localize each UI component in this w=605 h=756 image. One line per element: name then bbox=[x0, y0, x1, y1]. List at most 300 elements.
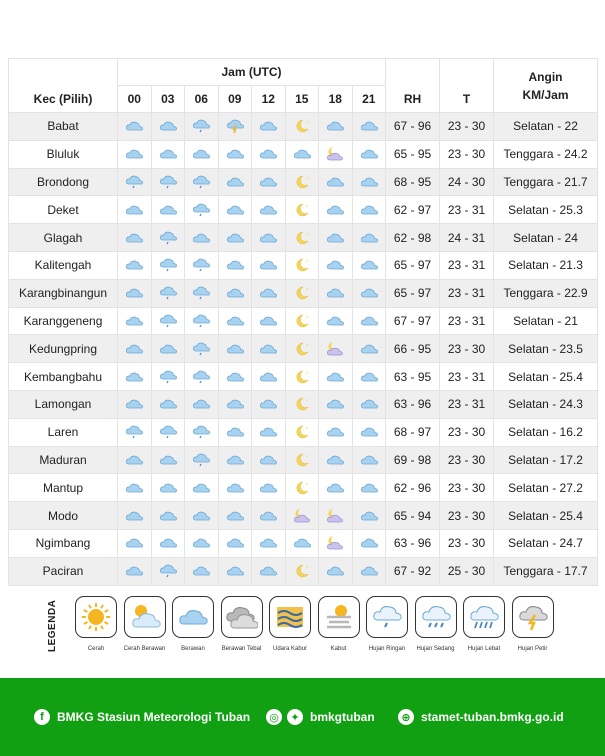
cloud-icon bbox=[118, 285, 151, 301]
weather-cell bbox=[285, 251, 319, 279]
cloud-icon bbox=[353, 285, 386, 301]
weather-cell bbox=[319, 557, 353, 585]
legend-label: Berawan bbox=[181, 646, 205, 652]
cloud-icon bbox=[286, 146, 319, 162]
drizzle-icon bbox=[152, 313, 185, 329]
weather-cell bbox=[151, 279, 185, 307]
table-row bbox=[9, 335, 598, 363]
kecamatan-name[interactable]: Babat bbox=[9, 113, 118, 141]
wind-value: Selatan - 25.4 bbox=[494, 502, 598, 530]
t-header: T bbox=[440, 59, 494, 113]
cloud-icon bbox=[252, 285, 285, 301]
cloud-icon bbox=[219, 452, 252, 468]
weather-cell bbox=[319, 279, 353, 307]
wind-value: Selatan - 16.2 bbox=[494, 418, 598, 446]
kecamatan-name[interactable]: Kalitengah bbox=[9, 251, 118, 279]
weather-cell bbox=[218, 502, 252, 530]
angin-header bbox=[494, 59, 598, 113]
weather-cell bbox=[285, 557, 319, 585]
wind-value: Selatan - 24.7 bbox=[494, 529, 598, 557]
weather-cell bbox=[352, 168, 386, 196]
temperature-value: 23 - 30 bbox=[440, 418, 494, 446]
table-row bbox=[9, 224, 598, 252]
weather-cell bbox=[352, 140, 386, 168]
temperature-value: 23 - 31 bbox=[440, 279, 494, 307]
weather-cell bbox=[319, 196, 353, 224]
footer-website-label: stamet-tuban.bmkg.go.id bbox=[421, 710, 564, 724]
cloud-icon bbox=[353, 118, 386, 134]
legend-item bbox=[316, 596, 362, 652]
weather-cell bbox=[352, 279, 386, 307]
cloud-icon bbox=[185, 508, 218, 524]
cloud-icon bbox=[252, 313, 285, 329]
cloud-icon bbox=[118, 452, 151, 468]
weather-cell bbox=[252, 113, 286, 141]
cloud-icon bbox=[185, 480, 218, 496]
cloud-icon bbox=[219, 563, 252, 579]
cloud-icon bbox=[319, 313, 352, 329]
cloud-icon bbox=[219, 424, 252, 440]
weather-cell bbox=[319, 168, 353, 196]
moon-cloud-icon bbox=[319, 508, 352, 524]
cloud-icon bbox=[118, 535, 151, 551]
rh-value: 63 - 95 bbox=[386, 363, 440, 391]
moon-icon bbox=[286, 285, 319, 301]
cloud-icon bbox=[152, 396, 185, 412]
weather-cell bbox=[118, 529, 152, 557]
cloud-icon bbox=[252, 146, 285, 162]
temperature-value: 23 - 31 bbox=[440, 251, 494, 279]
cloud-icon bbox=[219, 230, 252, 246]
wind-value: Tenggara - 21.7 bbox=[494, 168, 598, 196]
table-row bbox=[9, 196, 598, 224]
drizzle-icon bbox=[152, 369, 185, 385]
cloud-icon bbox=[219, 174, 252, 190]
table-row bbox=[9, 529, 598, 557]
weather-cell bbox=[252, 140, 286, 168]
cloud-icon bbox=[185, 146, 218, 162]
weather-cell bbox=[185, 418, 219, 446]
moon-cloud-icon bbox=[319, 535, 352, 551]
rh-value: 69 - 98 bbox=[386, 446, 440, 474]
legend-label: Cerah bbox=[87, 646, 105, 652]
drizzle-icon bbox=[185, 257, 218, 273]
wind-value: Tenggara - 24.2 bbox=[494, 140, 598, 168]
footer-social[interactable] bbox=[266, 708, 375, 726]
hour-header-15: 15 bbox=[285, 86, 319, 113]
cloud-icon bbox=[353, 369, 386, 385]
drizzle-icon bbox=[185, 452, 218, 468]
legend-item bbox=[170, 596, 216, 652]
cloud-icon bbox=[118, 508, 151, 524]
cloud-icon bbox=[118, 146, 151, 162]
moon-icon bbox=[286, 480, 319, 496]
weather-cell bbox=[285, 418, 319, 446]
cloud-icon bbox=[353, 313, 386, 329]
weather-cell bbox=[252, 279, 286, 307]
weather-cell bbox=[185, 168, 219, 196]
cloud-icon bbox=[252, 118, 285, 134]
cloud-icon bbox=[252, 174, 285, 190]
hour-header-12: 12 bbox=[252, 86, 286, 113]
forecast-body bbox=[9, 113, 598, 586]
kecamatan-name[interactable]: Paciran bbox=[9, 557, 118, 585]
legend-label: Hujan Sedang bbox=[416, 646, 455, 652]
light-rain-icon bbox=[366, 596, 408, 638]
wind-value: Selatan - 21 bbox=[494, 307, 598, 335]
hour-header-09: 09 bbox=[218, 86, 252, 113]
weather-cell bbox=[218, 196, 252, 224]
weather-cell bbox=[252, 418, 286, 446]
haze-icon bbox=[269, 596, 311, 638]
cloud-icon bbox=[152, 535, 185, 551]
angin-unit: KM/Jam bbox=[522, 87, 569, 102]
cloud-icon bbox=[252, 535, 285, 551]
cloud-icon bbox=[319, 174, 352, 190]
weather-cell bbox=[352, 529, 386, 557]
weather-cell bbox=[118, 113, 152, 141]
drizzle-icon bbox=[185, 118, 218, 134]
weather-cell bbox=[118, 335, 152, 363]
legend bbox=[45, 596, 565, 666]
heavy-rain-icon bbox=[463, 596, 505, 638]
kecamatan-name[interactable]: Brondong bbox=[9, 168, 118, 196]
weather-cell bbox=[319, 502, 353, 530]
kec-header[interactable]: Kec (Pilih) bbox=[9, 59, 118, 113]
weather-cell bbox=[352, 335, 386, 363]
hour-header-21: 21 bbox=[352, 86, 386, 113]
legend-label: Udara Kabur bbox=[272, 646, 308, 652]
drizzle-icon bbox=[152, 174, 185, 190]
weather-cell bbox=[319, 529, 353, 557]
cloud-icon bbox=[319, 396, 352, 412]
cloud-icon bbox=[152, 508, 185, 524]
table-row bbox=[9, 140, 598, 168]
temperature-value: 24 - 31 bbox=[440, 224, 494, 252]
thick-cloud-icon bbox=[221, 596, 263, 638]
kecamatan-name[interactable]: Karanggeneng bbox=[9, 307, 118, 335]
table-row bbox=[9, 502, 598, 530]
temperature-value: 24 - 30 bbox=[440, 168, 494, 196]
weather-cell bbox=[118, 196, 152, 224]
table-row bbox=[9, 307, 598, 335]
cloud-icon bbox=[118, 313, 151, 329]
kecamatan-name[interactable]: Lamongan bbox=[9, 390, 118, 418]
moon-icon bbox=[286, 118, 319, 134]
moon-icon bbox=[286, 563, 319, 579]
weather-cell bbox=[185, 196, 219, 224]
cloud-icon bbox=[219, 257, 252, 273]
weather-cell bbox=[352, 196, 386, 224]
weather-cell bbox=[252, 363, 286, 391]
legend-item bbox=[461, 596, 507, 652]
kecamatan-name[interactable]: Deket bbox=[9, 196, 118, 224]
weather-cell bbox=[285, 529, 319, 557]
wind-value: Selatan - 21.3 bbox=[494, 251, 598, 279]
kecamatan-name[interactable]: Maduran bbox=[9, 446, 118, 474]
weather-cell bbox=[352, 113, 386, 141]
kecamatan-name[interactable]: Mantup bbox=[9, 474, 118, 502]
legend-item bbox=[413, 596, 459, 652]
cloud-icon bbox=[319, 563, 352, 579]
temperature-value: 23 - 30 bbox=[440, 140, 494, 168]
rh-value: 67 - 97 bbox=[386, 307, 440, 335]
weather-cell bbox=[151, 418, 185, 446]
weather-cell bbox=[319, 418, 353, 446]
globe-icon: ⊕ bbox=[398, 709, 414, 725]
cloud-icon bbox=[319, 230, 352, 246]
footer-bar bbox=[0, 678, 605, 756]
cloud-icon bbox=[353, 452, 386, 468]
weather-cell bbox=[151, 307, 185, 335]
wind-value: Selatan - 22 bbox=[494, 113, 598, 141]
cloud-icon bbox=[286, 535, 319, 551]
thunderstorm-icon bbox=[512, 596, 554, 638]
cloud-icon bbox=[118, 563, 151, 579]
kecamatan-name[interactable]: Glagah bbox=[9, 224, 118, 252]
weather-cell bbox=[252, 529, 286, 557]
cloud-icon bbox=[252, 480, 285, 496]
moon-cloud-icon bbox=[319, 341, 352, 357]
footer-facebook[interactable] bbox=[34, 708, 250, 726]
weather-cell bbox=[352, 251, 386, 279]
drizzle-icon bbox=[185, 202, 218, 218]
cloud-icon bbox=[353, 480, 386, 496]
legend-label: Kabut bbox=[330, 646, 347, 652]
weather-cell bbox=[352, 363, 386, 391]
cloud-icon bbox=[252, 230, 285, 246]
weather-cell bbox=[151, 335, 185, 363]
weather-cell bbox=[151, 529, 185, 557]
legend-item bbox=[219, 596, 265, 652]
weather-cell bbox=[218, 363, 252, 391]
weather-cell bbox=[185, 307, 219, 335]
weather-cell bbox=[352, 418, 386, 446]
drizzle-icon bbox=[185, 174, 218, 190]
weather-cell bbox=[185, 335, 219, 363]
kecamatan-name[interactable]: Modo bbox=[9, 502, 118, 530]
cloud-icon bbox=[353, 257, 386, 273]
weather-cell bbox=[151, 113, 185, 141]
temperature-value: 25 - 30 bbox=[440, 557, 494, 585]
moon-icon bbox=[286, 369, 319, 385]
weather-cell bbox=[118, 279, 152, 307]
cloud-icon bbox=[353, 396, 386, 412]
weather-cell bbox=[285, 196, 319, 224]
cloud-icon bbox=[152, 452, 185, 468]
temperature-value: 23 - 30 bbox=[440, 335, 494, 363]
sun-cloud-icon bbox=[124, 596, 166, 638]
moon-icon bbox=[286, 313, 319, 329]
weather-cell bbox=[151, 557, 185, 585]
weather-cell bbox=[252, 446, 286, 474]
table-row bbox=[9, 557, 598, 585]
cloud-icon bbox=[353, 230, 386, 246]
cloud-icon bbox=[353, 424, 386, 440]
cloud-icon bbox=[252, 452, 285, 468]
weather-cell bbox=[218, 279, 252, 307]
weather-cell bbox=[352, 390, 386, 418]
weather-cell bbox=[252, 168, 286, 196]
weather-cell bbox=[285, 279, 319, 307]
weather-cell bbox=[151, 363, 185, 391]
weather-cell bbox=[118, 446, 152, 474]
hour-header-18: 18 bbox=[319, 86, 353, 113]
weather-cell bbox=[352, 224, 386, 252]
cloud-icon bbox=[118, 396, 151, 412]
wind-value: Tenggara - 17.7 bbox=[494, 557, 598, 585]
drizzle-icon bbox=[185, 369, 218, 385]
weather-cell bbox=[218, 557, 252, 585]
cloud-icon bbox=[152, 202, 185, 218]
rh-value: 68 - 97 bbox=[386, 418, 440, 446]
moon-cloud-icon bbox=[319, 146, 352, 162]
weather-cell bbox=[218, 529, 252, 557]
kecamatan-name[interactable]: Bluluk bbox=[9, 140, 118, 168]
weather-cell bbox=[319, 446, 353, 474]
cloud-icon bbox=[185, 535, 218, 551]
cloud-icon bbox=[319, 452, 352, 468]
weather-cell bbox=[252, 224, 286, 252]
hour-header-06: 06 bbox=[185, 86, 219, 113]
drizzle-icon bbox=[185, 341, 218, 357]
weather-cell bbox=[118, 474, 152, 502]
kecamatan-name[interactable]: Kedungpring bbox=[9, 335, 118, 363]
weather-cell bbox=[252, 474, 286, 502]
weather-cell bbox=[151, 502, 185, 530]
legend-item bbox=[73, 596, 119, 652]
legend-item bbox=[267, 596, 313, 652]
weather-cell bbox=[285, 113, 319, 141]
weather-cell bbox=[218, 168, 252, 196]
rh-value: 66 - 95 bbox=[386, 335, 440, 363]
cloud-icon bbox=[219, 313, 252, 329]
wind-value: Selatan - 17.2 bbox=[494, 446, 598, 474]
cloud-icon bbox=[219, 341, 252, 357]
table-row bbox=[9, 363, 598, 391]
weather-cell bbox=[151, 168, 185, 196]
cloud-icon bbox=[152, 118, 185, 134]
rh-value: 65 - 94 bbox=[386, 502, 440, 530]
weather-cell bbox=[118, 307, 152, 335]
legend-item bbox=[510, 596, 556, 652]
rh-value: 62 - 96 bbox=[386, 474, 440, 502]
moon-icon bbox=[286, 174, 319, 190]
weather-cell bbox=[118, 224, 152, 252]
weather-cell bbox=[185, 390, 219, 418]
rh-value: 65 - 97 bbox=[386, 251, 440, 279]
weather-cell bbox=[285, 168, 319, 196]
footer-facebook-label: BMKG Stasiun Meteorologi Tuban bbox=[57, 710, 251, 724]
weather-cell bbox=[285, 390, 319, 418]
cloud-icon bbox=[219, 396, 252, 412]
rh-header: RH bbox=[386, 59, 440, 113]
kecamatan-name[interactable]: Karangbinangun bbox=[9, 279, 118, 307]
weather-cell bbox=[285, 307, 319, 335]
cloud-icon bbox=[353, 174, 386, 190]
cloud-icon bbox=[353, 563, 386, 579]
kecamatan-name[interactable]: Kembangbahu bbox=[9, 363, 118, 391]
drizzle-icon bbox=[185, 313, 218, 329]
weather-cell bbox=[118, 251, 152, 279]
cloud-icon bbox=[118, 230, 151, 246]
weather-cell bbox=[151, 140, 185, 168]
weather-cell bbox=[185, 113, 219, 141]
drizzle-icon bbox=[152, 285, 185, 301]
footer-website[interactable] bbox=[398, 708, 564, 726]
weather-cell bbox=[319, 390, 353, 418]
weather-cell bbox=[319, 113, 353, 141]
legend-title: LEGENDA bbox=[47, 599, 58, 652]
cloud-icon bbox=[252, 257, 285, 273]
legend-label: Hujan Lebat bbox=[467, 646, 501, 652]
cloud-icon bbox=[319, 480, 352, 496]
weather-cell bbox=[285, 502, 319, 530]
kecamatan-name[interactable]: Ngimbang bbox=[9, 529, 118, 557]
rh-value: 67 - 92 bbox=[386, 557, 440, 585]
cloud-icon bbox=[172, 596, 214, 638]
kecamatan-name[interactable]: Laren bbox=[9, 418, 118, 446]
wind-value: Selatan - 23.5 bbox=[494, 335, 598, 363]
drizzle-icon bbox=[185, 424, 218, 440]
weather-cell bbox=[185, 224, 219, 252]
weather-cell bbox=[185, 140, 219, 168]
cloud-icon bbox=[219, 480, 252, 496]
rh-value: 62 - 98 bbox=[386, 224, 440, 252]
drizzle-icon bbox=[118, 174, 151, 190]
table-row bbox=[9, 390, 598, 418]
cloud-icon bbox=[118, 369, 151, 385]
table-row bbox=[9, 446, 598, 474]
weather-cell bbox=[118, 168, 152, 196]
cloud-icon bbox=[252, 508, 285, 524]
weather-cell bbox=[319, 251, 353, 279]
footer-social-label: bmkgtuban bbox=[310, 710, 375, 724]
legend-label: Hujan Petir bbox=[517, 646, 548, 652]
weather-cell bbox=[118, 418, 152, 446]
weather-cell bbox=[185, 446, 219, 474]
cloud-icon bbox=[219, 508, 252, 524]
table-row bbox=[9, 474, 598, 502]
weather-cell bbox=[218, 474, 252, 502]
cloud-icon bbox=[185, 230, 218, 246]
weather-cell bbox=[185, 279, 219, 307]
cloud-icon bbox=[319, 257, 352, 273]
weather-cell bbox=[252, 196, 286, 224]
weather-cell bbox=[319, 474, 353, 502]
thunderstorm-icon bbox=[219, 118, 252, 134]
weather-cell bbox=[352, 557, 386, 585]
weather-cell bbox=[151, 224, 185, 252]
temperature-value: 23 - 30 bbox=[440, 113, 494, 141]
cloud-icon bbox=[353, 508, 386, 524]
moon-icon bbox=[286, 230, 319, 246]
forecast-table-wrapper bbox=[8, 58, 597, 586]
cloud-icon bbox=[219, 146, 252, 162]
temperature-value: 23 - 30 bbox=[440, 502, 494, 530]
temperature-value: 23 - 31 bbox=[440, 363, 494, 391]
weather-cell bbox=[285, 446, 319, 474]
medium-rain-icon bbox=[415, 596, 457, 638]
weather-cell bbox=[252, 557, 286, 585]
wind-value: Selatan - 24 bbox=[494, 224, 598, 252]
weather-cell bbox=[218, 307, 252, 335]
legend-label: Berawan Tebal bbox=[221, 646, 262, 652]
moon-icon bbox=[286, 341, 319, 357]
instagram-icon: ◎ bbox=[266, 709, 282, 725]
weather-cell bbox=[319, 140, 353, 168]
weather-cell bbox=[252, 335, 286, 363]
